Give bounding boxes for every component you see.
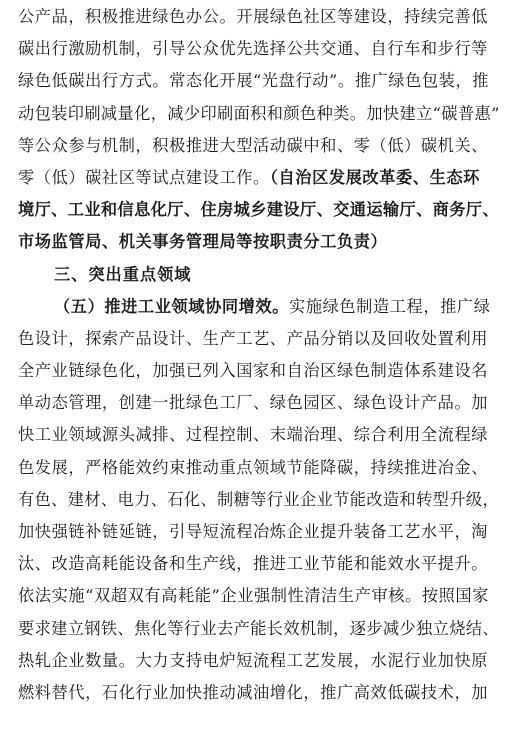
text-segment: 实施绿色制造工程，推广绿 xyxy=(289,296,491,316)
text-line: 依法实施“双超双有高耗能”企业强制性清洁生产审核。按照国家 xyxy=(18,586,490,606)
text-line: 要求建立钢铁、焦化等行业去产能长效机制，逐步减少独立烧结、 xyxy=(18,618,500,638)
text-line: 绿色低碳出行方式。常态化开展“光盘行动”。推广绿色包装，推 xyxy=(18,71,490,91)
text-segment: 零（低）碳社区等试点建设工作。 xyxy=(18,167,270,187)
responsible-departments-text: 市场监管局、机关事务管理局等按职责分工负责） xyxy=(18,232,388,252)
text-line: 色设计，探索产品设计、生产工艺、产品分销以及回收处置利用 xyxy=(18,328,489,348)
responsible-departments-text: （自治区发展改革委、生态环 xyxy=(269,167,480,187)
text-line: 热轧企业数量。大力支持电炉短流程工艺发展，水泥行业加快原 xyxy=(18,650,489,670)
section-heading: 三、突出重点领域 xyxy=(54,264,192,284)
text-line: 等公众参与机制，积极推进大型活动碳中和、零（低）碳机关、 xyxy=(18,135,489,155)
text-line: 加快强链补链延链，引导短流程冶炼企业提升装备工艺水平，淘 xyxy=(18,522,489,541)
text-line: 全产业链绿色化，加强已列入国家和自治区绿色制造体系建设名 xyxy=(18,361,489,381)
text-line: 碳出行激励机制，引导公众优先选择公共交通、自行车和步行等 xyxy=(18,39,489,59)
paragraph-lead-line xyxy=(18,291,501,323)
text-line: 快工业领域源头减排、过程控制、末端治理、综合利用全流程绿 xyxy=(18,425,489,445)
text-line: 色发展，严格能效约束推动重点领域节能降碳，持续推进冶金、 xyxy=(18,457,489,477)
text-line: 燃料替代，石化行业加快推动减油增化，推广高效低碳技术，加 xyxy=(18,682,489,702)
text-line: 单动态管理，创建一批绿色工厂、绿色园区、绿色设计产品。加 xyxy=(18,393,489,413)
responsible-departments-text: 境厅、工业和信息化厅、住房城乡建设厅、交通运输厅、商务厅、 xyxy=(18,200,500,220)
text-line: 动包装印刷减量化，减少印刷面积和颜色种类。加快建立“碳普惠” xyxy=(18,103,500,123)
text-line-mixed xyxy=(18,162,501,194)
text-line: 有色、建材、电力、石化、制糖等行业企业节能改造和转型升级， xyxy=(18,489,500,509)
text-line: 汰、改造高耗能设备和生产线，推进工业节能和能效水平提升。 xyxy=(18,554,489,574)
subsection-title: （五）推进工业领域协同增效。 xyxy=(54,296,290,316)
text-line: 公产品，积极推进绿色办公。开展绿色社区等建设，持续完善低 xyxy=(18,7,489,26)
